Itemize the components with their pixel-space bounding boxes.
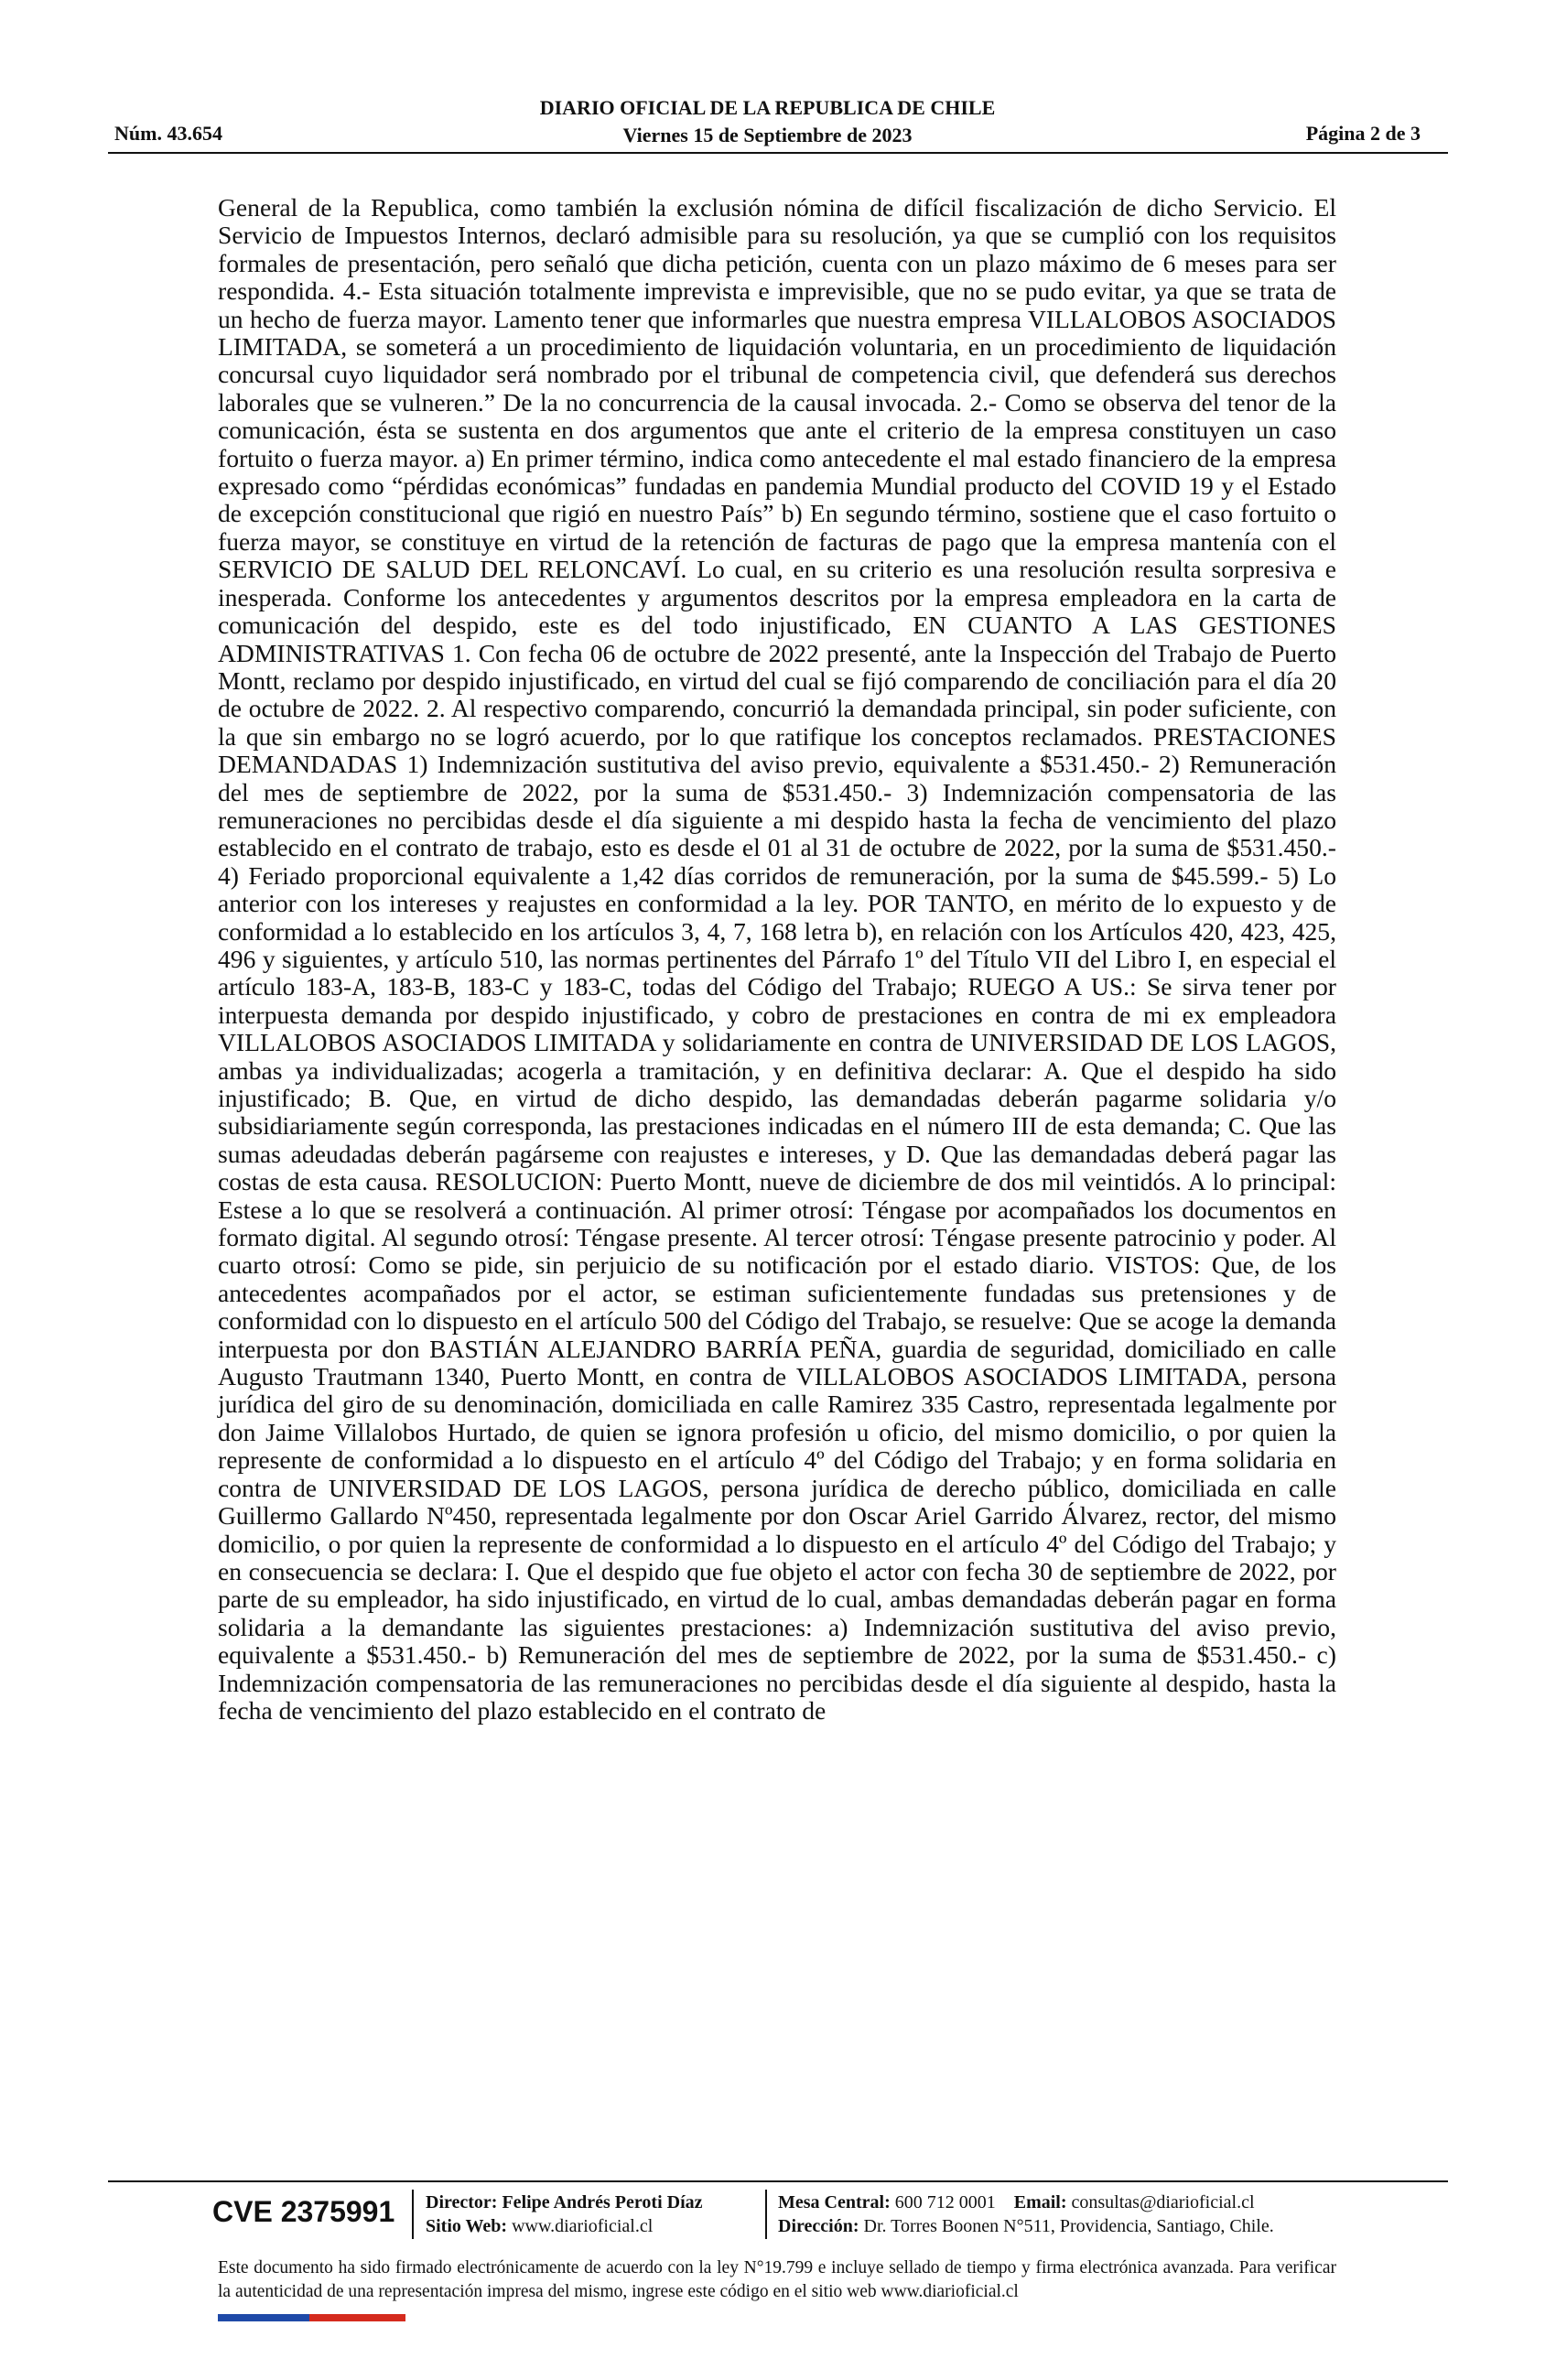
document-body: [218, 194, 1336, 1725]
publication-date: Viernes 15 de Septiembre de 2023: [622, 124, 913, 146]
legal-notice-text: Este documento ha sido firmado electrónicamente de acuerdo con la ley N°19.799 e incluye sellado de tiempo y firma electrónica avanzada. Para verificar la autenticidad de una representación impresa del mismo, ingrese este código en el sitio web www.diarioficial.cl: [218, 2258, 1336, 2301]
email-label: Email:: [1013, 2192, 1067, 2212]
page-number: Página 2 de 3: [1305, 122, 1421, 145]
footer-separator: [412, 2190, 414, 2239]
address-value: Dr. Torres Boonen N°511, Providencia, Santiago, Chile.: [863, 2216, 1274, 2236]
footer-divider: [108, 2180, 1448, 2182]
email-link[interactable]: consultas@diarioficial.cl: [1071, 2192, 1255, 2212]
footer-director-block: [426, 2191, 703, 2238]
address-label: Dirección:: [778, 2216, 859, 2236]
phone-label: Mesa Central:: [778, 2192, 891, 2212]
footer-separator: [765, 2190, 767, 2239]
flag-blue-segment: [218, 2314, 309, 2321]
director-name: Felipe Andrés Peroti Díaz: [502, 2192, 703, 2212]
issue-number: Núm. 43.654: [114, 122, 222, 145]
website-label: Sitio Web:: [426, 2216, 508, 2236]
website-link[interactable]: www.diarioficial.cl: [512, 2216, 654, 2236]
director-label: Director:: [426, 2192, 498, 2212]
cve-code: CVE 2375991: [212, 2195, 395, 2228]
chile-flag-stripe: [218, 2314, 405, 2321]
publication-masthead: [114, 94, 1421, 149]
footer-contact-block: [778, 2191, 1274, 2238]
phone-value: 600 712 0001: [894, 2192, 996, 2212]
flag-red-segment: [309, 2314, 405, 2321]
page-header: [114, 94, 1421, 149]
legal-notice: [218, 2256, 1336, 2304]
publication-title: DIARIO OFICIAL DE LA REPUBLICA DE CHILE: [539, 96, 996, 119]
body-paragraph: General de la Republica, como también la exclusión nómina de difícil fiscalización de dicho Servicio. El Servicio de Impuestos Internos, declaró admisible para su resolución, ya que se cumplió con los requisitos formales de presentación, pero señaló que dicha petición, cuenta con un plazo máximo de 6 meses para ser respondida. 4.- Esta situación totalmente imprevista e imprevisible, que no se pudo evitar, ya que se trata de un hecho de fuerza mayor. Lamento tener que informarles que nuestra empresa VILLALOBOS ASOCIADOS LIMITADA, se someterá a un procedimiento de liquidación voluntaria, en un procedimiento de liquidación concursal cuyo liquidador será nombrado por el tribunal de competencia civil, que defenderá sus derechos laborales que se vulneren.” De la no concurrencia de la causal invocada. 2.- Como se observa del tenor de la comunicación, ésta se sustenta en dos argumentos que ante el criterio de la empresa constituyen un caso fortuito o fuerza mayor. a) En primer término, indica como antecedente el mal estado financiero de la empresa expresado como “pérdidas económicas” fundadas en pandemia Mundial producto del COVID 19 y el Estado de excepción constitucional que rigió en nuestro País” b) En segundo término, sostiene que el caso fortuito o fuerza mayor, se constituye en virtud de la retención de facturas de pago que la empresa mantenía con el SERVICIO DE SALUD DEL RELONCAVÍ. Lo cual, en su criterio es una resolución resulta sorpresiva e inesperada. Conforme los antecedentes y argumentos descritos por la empresa empleadora en la carta de comunicación del despido, este es del todo injustificado, EN CUANTO A LAS GESTIONES ADMINISTRATIVAS 1. Con fecha 06 de octubre de 2022 presenté, ante la Inspección del Trabajo de Puerto Montt, reclamo por despido injustificado, en virtud del cual se fijó comparendo de conciliación para el día 20 de octubre de 2022. 2. Al respectivo comparendo, concurrió la demandada principal, sin poder suficiente, con la que sin embargo no se logró acuerdo, por lo que ratifique los conceptos reclamados. PRESTACIONES DEMANDADAS 1) Indemnización sustitutiva del aviso previo, equivalente a $531.450.- 2) Remuneración del mes de septiembre de 2022, por la suma de $531.450.- 3) Indemnización compensatoria de las remuneraciones no percibidas desde el día siguiente a mi despido hasta la fecha de vencimiento del plazo establecido en el contrato de trabajo, esto es desde el 01 al 31 de octubre de 2022, por la suma de $531.450.- 4) Feriado proporcional equivalente a 1,42 días corridos de remuneración, por la suma de $45.599.- 5) Lo anterior con los intereses y reajustes en conformidad a la ley. POR TANTO, en mérito de lo expuesto y de conformidad a lo establecido en los artículos 3, 4, 7, 168 letra b), en relación con los Artículos 420, 423, 425, 496 y siguientes, y artículo 510, las normas pertinentes del Párrafo 1º del Título VII del Libro I, en especial el artículo 183-A, 183-B, 183-C y 183-C, todas del Código del Trabajo; RUEGO A US.: Se sirva tener por interpuesta demanda por despido injustificado, y cobro de prestaciones en contra de mi ex empleadora VILLALOBOS ASOCIADOS LIMITADA y solidariamente en contra de UNIVERSIDAD DE LOS LAGOS, ambas ya individualizadas; acogerla a tramitación, y en definitiva declarar: A. Que el despido ha sido injustificado; B. Que, en virtud de dicho despido, las demandadas deberán pagarme solidaria y/o subsidiariamente según corresponda, las prestaciones indicadas en el número III de esta demanda; C. Que las sumas adeudadas deberán pagárseme con reajustes e intereses, y D. Que las demandadas deberá pagar las costas de esta causa. RESOLUCION: Puerto Montt, nueve de diciembre de dos mil veintidós. A lo principal: Estese a lo que se resolverá a continuación. Al primer otrosí: Téngase por acompañados los documentos en formato digital. Al segundo otrosí: Téngase presente. Al tercer otrosí: Téngase presente patrocinio y poder. Al cuarto otrosí: Como se pide, sin perjuicio de su notificación por el estado diario. VISTOS: Que, de los antecedentes acompañados por el actor, se estiman suficientemente fundadas sus pretensiones y de conformidad con lo dispuesto en el artículo 500 del Código del Trabajo, se resuelve: Que se acoge la demanda interpuesta por don BASTIÁN ALEJANDRO BARRÍA PEÑA, guardia de seguridad, domiciliado en calle Augusto Trautmann 1340, Puerto Montt, en contra de VILLALOBOS ASOCIADOS LIMITADA, persona jurídica del giro de su denominación, domiciliada en calle Ramirez 335 Castro, representada legalmente por don Jaime Villalobos Hurtado, de quien se ignora profesión u oficio, del mismo domicilio, o por quien la represente de conformidad a lo dispuesto en el artículo 4º del Código del Trabajo; y en forma solidaria en contra de UNIVERSIDAD DE LOS LAGOS, persona jurídica de derecho público, domiciliada en calle Guillermo Gallardo Nº450, representada legalmente por don Oscar Ariel Garrido Álvarez, rector, del mismo domicilio, o por quien la represente de conformidad a lo dispuesto en el artículo 4º del Código del Trabajo; y en consecuencia se declara: I. Que el despido que fue objeto el actor con fecha 30 de septiembre de 2022, por parte de su empleador, ha sido injustificado, en virtud de lo cual, ambas demandadas deberán pagar en forma solidaria a la demandante las siguientes prestaciones: a) Indemnización sustitutiva del aviso previo, equivalente a $531.450.- b) Remuneración del mes de septiembre de 2022, por la suma de $531.450.- c) Indemnización compensatoria de las remuneraciones no percibidas desde el día siguiente al despido, hasta la fecha de vencimiento del plazo establecido en el contrato de: [218, 193, 1336, 1725]
header-divider: [108, 152, 1448, 154]
